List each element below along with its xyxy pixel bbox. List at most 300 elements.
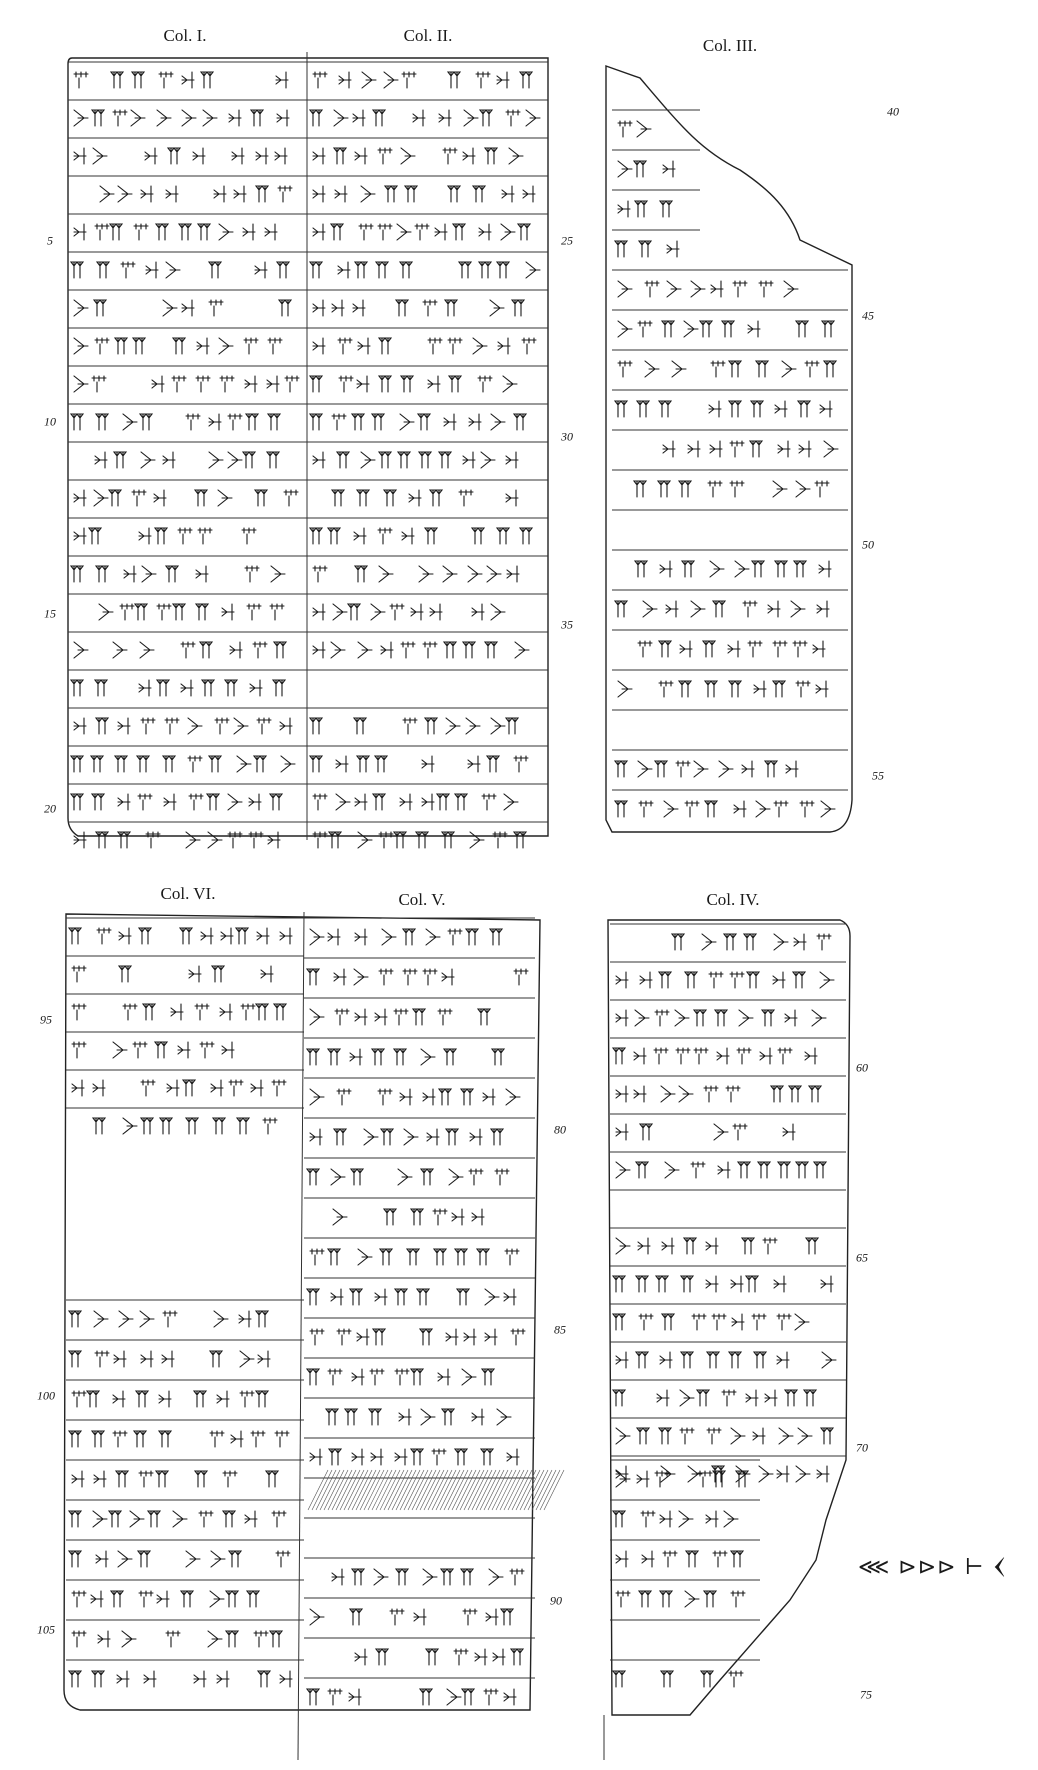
damage-hatching [404,1470,424,1510]
cuneiform-sign [455,1449,467,1465]
cuneiform-sign [357,756,369,772]
cuneiform-sign [384,1209,396,1225]
line-number: 45 [862,308,874,323]
cuneiform-sign [520,528,532,544]
cuneiform-sign [756,801,770,817]
cuneiform-sign [94,1311,108,1327]
cuneiform-sign [95,338,109,354]
cuneiform-sign [229,1551,241,1567]
damage-hatching [344,1470,364,1510]
cuneiform-sign [313,642,325,658]
damage-hatching [412,1470,432,1510]
cuneiform-sign [370,1369,384,1385]
cuneiform-sign [635,1010,649,1026]
cuneiform-sign [522,338,536,354]
cuneiform-sign [69,1511,81,1527]
cuneiform-sign [506,490,518,506]
cuneiform-sign [380,1249,392,1265]
cuneiform-sign [214,1311,228,1327]
damage-hatching [420,1470,440,1510]
cuneiform-sign [115,756,127,772]
cuneiform-sign [117,1671,129,1687]
cuneiform-sign [731,1551,743,1567]
cuneiform-sign [417,1289,429,1305]
cuneiform-sign [96,1551,108,1567]
cuneiform-sign [162,1351,174,1367]
cuneiform-sign [133,338,145,354]
cuneiform-sign [310,376,322,392]
cuneiform-sign [247,1591,259,1607]
cuneiform-sign [268,414,280,430]
damage-hatching [324,1470,344,1510]
cuneiform-sign [507,1449,519,1465]
cuneiform-sign [382,929,396,945]
cuneiform-sign [349,1689,361,1705]
cuneiform-sign [618,321,632,337]
cuneiform-sign [138,1551,150,1567]
cuneiform-sign [656,1276,668,1292]
cuneiform-sign [804,1390,816,1406]
cuneiform-sign [277,110,289,126]
cuneiform-sign [116,1471,128,1487]
cuneiform-sign [773,681,785,697]
cuneiform-sign [777,1352,789,1368]
cuneiform-sign [710,441,722,457]
cuneiform-sign [684,321,698,337]
damage-hatching [532,1470,552,1510]
cuneiform-sign [403,929,415,945]
cuneiform-sign [507,566,519,582]
cuneiform-sign [271,566,285,582]
cuneiform-sign [470,1129,482,1145]
cuneiform-sign [820,972,834,988]
cuneiform-sign [357,490,369,506]
cuneiform-sign [211,1551,225,1567]
cuneiform-sign [472,528,484,544]
cuneiform-sign [250,680,262,696]
cuneiform-sign [498,338,510,354]
cuneiform-sign [817,1466,829,1482]
cuneiform-sign [509,148,523,164]
damage-hatching [500,1470,520,1510]
damage-hatching [380,1470,400,1510]
cuneiform-sign [400,794,412,810]
cuneiform-sign [470,832,484,848]
cuneiform-sign [210,1591,224,1607]
cuneiform-sign [328,1249,340,1265]
cuneiform-sign [95,680,107,696]
cuneiform-sign [616,1471,630,1487]
cuneiform-sign [69,1351,81,1367]
cuneiform-sign [446,718,460,734]
cuneiform-sign [817,934,831,950]
cuneiform-sign [777,1466,789,1482]
damage-hatching [480,1470,500,1510]
cuneiform-sign [157,1591,169,1607]
cuneiform-sign [345,1409,357,1425]
cuneiform-sign [109,490,121,506]
cuneiform-sign [228,832,242,848]
cuneiform-sign [765,761,777,777]
line-number: 25 [561,233,573,248]
col-1-title: Col. I. [163,26,207,45]
cuneiform-sign [110,224,122,240]
cuneiform-sign [145,148,157,164]
cuneiform-sign [643,601,657,617]
cuneiform-sign [814,1162,826,1178]
cuneiform-sign [754,681,766,697]
cuneiform-sign [236,928,248,944]
cuneiform-sign [777,1314,791,1330]
cuneiform-sign [504,1289,516,1305]
cuneiform-sign [730,481,744,497]
cuneiform-sign [140,642,154,658]
cuneiform-sign [256,1311,268,1327]
cuneiform-sign [115,338,127,354]
cuneiform-sign [815,481,829,497]
extra-cuneiform-signs: ⋘ ⊳⊳⊳ ⊢ 𒌋 [858,1555,1008,1580]
cuneiform-sign [358,832,372,848]
cuneiform-sign [682,561,694,577]
cuneiform-sign [69,1431,81,1447]
cuneiform-sign [466,718,480,734]
cuneiform-sign [634,481,646,497]
cuneiform-sign [195,490,207,506]
cuneiform-sign [680,641,692,657]
cuneiform-sign [313,338,325,354]
cuneiform-sign [113,1391,125,1407]
col-2-title: Col. II. [403,26,453,45]
cuneiform-sign [468,756,480,772]
cuneiform-sign [245,566,259,582]
cuneiform-sign [491,1129,503,1145]
cuneiform-sign [736,1471,748,1487]
cuneiform-sign [459,262,471,278]
cuneiform-sign [139,1471,153,1487]
line-number: 30 [561,429,573,444]
cuneiform-sign [95,452,107,468]
cuneiform-sign [263,1118,277,1134]
cuneiform-sign [704,1086,718,1102]
cuneiform-sign [421,1049,435,1065]
cuneiform-sign [74,338,88,354]
cuneiform-sign [497,528,509,544]
cuneiform-sign [446,1329,458,1345]
cuneiform-sign [378,528,392,544]
damage-hatching [504,1470,524,1510]
cuneiform-sign [679,1511,693,1527]
cuneiform-sign [638,1238,650,1254]
cuneiform-sign [280,718,292,734]
line-number: 5 [47,233,53,248]
cuneiform-sign [352,1369,364,1385]
cuneiform-sign [479,262,491,278]
cuneiform-sign [251,1080,263,1096]
cuneiform-sign [253,642,267,658]
cuneiform-sign [634,161,646,177]
cuneiform-sign [371,604,385,620]
cuneiform-sign [395,1369,409,1385]
cuneiform-sign [661,1671,673,1687]
cuneiform-sign [655,1010,669,1026]
cuneiform-sign [188,718,202,734]
cuneiform-sign [350,1049,362,1065]
cuneiform-sign [637,1471,649,1487]
cuneiform-sign [222,1042,234,1058]
cuneiform-sign [183,1080,195,1096]
cuneiform-sign [348,604,360,620]
cuneiform-sign [278,186,292,202]
cuneiform-sign [485,1289,499,1305]
cuneiform-sign [96,566,108,582]
cuneiform-sign [423,1089,435,1105]
cuneiform-sign [774,801,788,817]
cuneiform-sign [328,929,340,945]
cuneiform-sign [198,528,212,544]
cuneiform-sign [114,1351,126,1367]
cuneiform-sign [742,761,754,777]
damage-hatching [432,1470,452,1510]
cuneiform-sign [636,1162,648,1178]
cuneiform-sign [526,110,540,126]
damage-hatching [468,1470,488,1510]
cuneiform-sign [71,794,83,810]
cuneiform-sign [786,761,798,777]
cuneiform-sign [638,321,652,337]
cuneiform-sign [731,1276,743,1292]
cuneiform-sign [146,262,158,278]
cuneiform-sign [379,566,393,582]
cuneiform-sign [240,1351,254,1367]
cuneiform-sign [354,969,368,985]
cuneiform-sign [220,1004,232,1020]
cuneiform-sign [758,1162,770,1178]
damage-hatching [372,1470,392,1510]
cuneiform-sign [141,1080,155,1096]
cuneiform-sign [752,561,764,577]
cuneiform-sign [375,756,387,772]
cuneiform-sign [251,1431,265,1447]
cuneiform-sign [209,452,223,468]
cuneiform-sign [686,1551,698,1567]
cuneiform-sign [178,1042,190,1058]
cuneiform-sign [660,1591,672,1607]
cuneiform-sign [711,281,723,297]
cuneiform-sign [484,1689,498,1705]
cuneiform-sign [789,1086,801,1102]
cuneiform-sign [714,1124,728,1140]
cuneiform-sign [713,1551,727,1567]
cuneiform-sign [805,1048,817,1064]
cuneiform-sign [734,801,746,817]
cuneiform-sign [378,1089,392,1105]
cuneiform-sign [310,1009,324,1025]
cuneiform-sign [134,1431,146,1447]
cuneiform-sign [74,490,86,506]
cuneiform-sign [806,1238,818,1254]
cuneiform-sign [413,110,425,126]
cuneiform-sign [131,110,145,126]
cuneiform-sign [352,1569,364,1585]
cuneiform-sign [71,756,83,772]
cuneiform-sign [666,601,678,617]
cuneiform-sign [390,1609,404,1625]
cuneiform-sign [672,361,686,377]
damage-hatching [384,1470,404,1510]
cuneiform-sign [99,604,113,620]
cuneiform-sign [139,680,151,696]
cuneiform-sign [371,1449,383,1465]
damage-hatching [388,1470,408,1510]
damage-hatching [332,1470,352,1510]
cuneiform-sign [728,641,740,657]
cuneiform-sign [326,1409,338,1425]
cuneiform-sign [824,361,836,377]
cuneiform-sign [139,528,151,544]
cuneiform-sign [140,1311,154,1327]
cuneiform-sign [280,1671,292,1687]
cuneiform-sign [482,794,496,810]
col-6-title: Col. VI. [160,884,216,903]
cuneiform-sign [775,401,787,417]
cuneiform-sign [378,224,392,240]
cuneiform-sign [240,1391,254,1407]
cuneiform-sign [744,934,756,950]
cuneiform-sign [89,528,101,544]
cuneiform-sign [645,361,659,377]
cuneiform-sign [466,929,478,945]
cuneiform-sign [636,1352,648,1368]
cuneiform-sign [642,1551,654,1567]
cuneiform-sign [618,201,630,217]
cuneiform-sign [396,300,408,316]
damage-hatching [496,1470,516,1510]
cuneiform-sign [332,414,346,430]
cuneiform-sign [775,561,787,577]
cuneiform-sign [154,490,166,506]
cuneiform-sign [795,1314,809,1330]
cuneiform-sign [822,321,834,337]
cuneiform-sign [763,1238,777,1254]
col-4-title: Col. IV. [706,890,760,909]
cuneiform-sign [196,376,210,392]
cuneiform-sign [333,1209,347,1225]
cuneiform-sign [618,281,632,297]
cuneiform-sign [163,300,177,316]
cuneiform-sign [130,1511,144,1527]
cuneiform-sign [336,794,350,810]
cuneiform-sign [657,1390,669,1406]
cuneiform-sign [335,186,347,202]
cuneiform-sign [310,1129,322,1145]
cuneiform-sign [119,928,131,944]
cuneiform-sign [357,1329,369,1345]
cuneiform-sign [504,1689,516,1705]
cuneiform-sign [799,441,811,457]
line-number: 95 [40,1012,52,1027]
cuneiform-sign [189,966,201,982]
cuneiform-sign [685,801,699,817]
cuneiform-sign [91,1591,103,1607]
line-number: 100 [37,1388,55,1403]
cuneiform-sign [381,642,393,658]
cuneiform-sign [168,148,180,164]
cuneiform-sign [379,452,391,468]
cuneiform-sign [178,528,192,544]
cuneiform-sign [479,224,491,240]
cuneiform-sign [357,376,369,392]
cuneiform-sign [425,528,437,544]
cuneiform-sign [92,794,104,810]
cuneiform-sign [694,1048,708,1064]
cuneiform-sign [182,72,194,88]
cuneiform-sign [434,1249,446,1265]
cuneiform-sign [242,528,256,544]
cuneiform-sign [313,224,325,240]
cuneiform-sign [228,414,242,430]
cuneiform-sign [171,1004,183,1020]
cuneiform-sign [71,414,83,430]
cuneiform-sign [307,1369,319,1385]
cuneiform-sign [796,1162,808,1178]
cuneiform-sign [200,1042,214,1058]
cuneiform-sign [400,262,412,278]
cuneiform-sign [353,110,365,126]
cuneiform-sign [427,1129,439,1145]
cuneiform-sign [464,110,478,126]
cuneiform-sign [449,1169,463,1185]
cuneiform-sign [613,1390,625,1406]
cuneiform-sign [123,1118,137,1134]
damage-hatching [524,1470,544,1510]
cuneiform-sign [423,1569,437,1585]
cuneiform-sign [731,1428,745,1444]
cuneiform-sign [798,1428,812,1444]
cuneiform-sign [405,186,417,202]
cuneiform-sign [245,1511,257,1527]
cuneiform-sign [483,1089,495,1105]
cuneiform-sign [313,72,327,88]
cuneiform-sign [198,224,210,240]
cuneiform-sign [478,1009,490,1025]
cuneiform-sign [69,1311,81,1327]
cuneiform-sign [166,186,178,202]
col-5-title: Col. V. [398,890,446,909]
cuneiform-sign [338,262,350,278]
cuneiform-sign [74,300,88,316]
cuneiform-sign [618,361,632,377]
cuneiform-sign [261,966,273,982]
cuneiform-sign [701,1671,713,1687]
cuneiform-sign [272,1080,286,1096]
cuneiform-sign [379,832,393,848]
cuneiform-sign [505,1249,519,1265]
cuneiform-sign [663,1551,677,1567]
cuneiform-sign [173,1511,187,1527]
cuneiform-sign [448,72,460,88]
cuneiform-sign [491,718,505,734]
cuneiform-sign [439,452,451,468]
cuneiform-sign [748,641,762,657]
cuneiform-sign [74,72,88,88]
cuneiform-sign [163,452,175,468]
line-number: 60 [856,1060,868,1075]
cuneiform-sign [395,1449,407,1465]
cuneiform-sign [374,1569,388,1585]
cuneiform-sign [94,490,108,506]
cuneiform-sign [426,1649,438,1665]
cuneiform-sign [310,929,324,945]
